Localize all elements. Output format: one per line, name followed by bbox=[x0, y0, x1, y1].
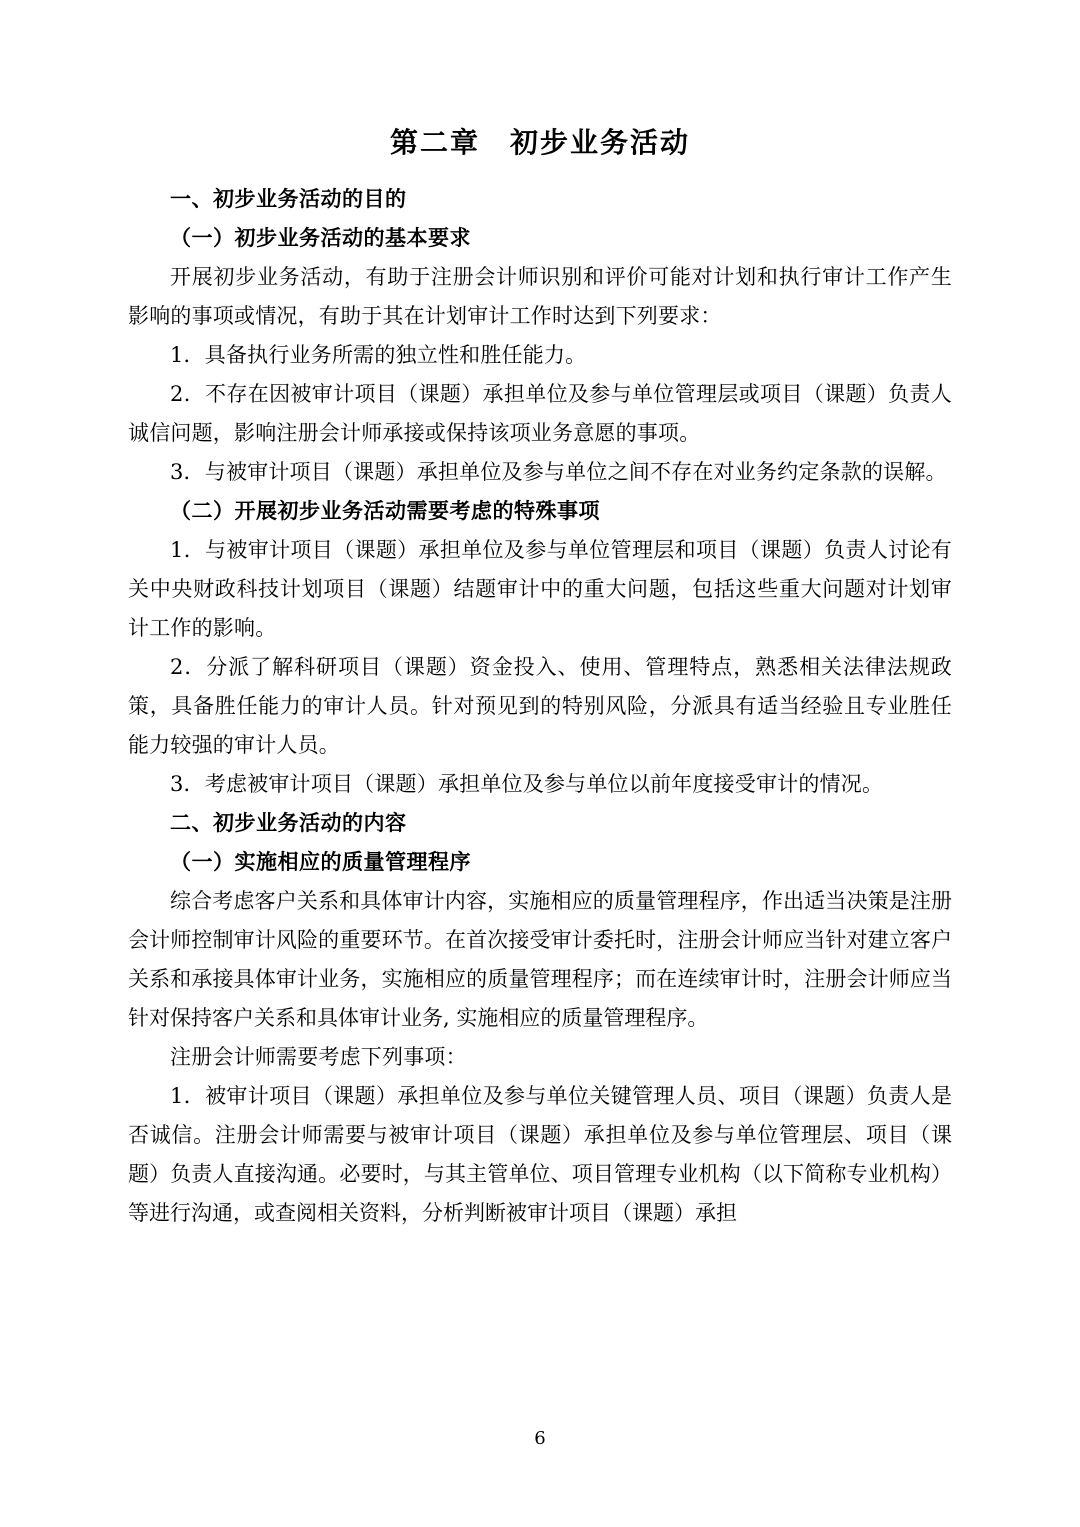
list-item: 2．不存在因被审计项目（课题）承担单位及参与单位管理层或项目（课题）负责人诚信问题，影响注册会计师承接或保持该项业务意愿的事项。 bbox=[128, 381, 952, 445]
list-item: 1．被审计项目（课题）承担单位及参与单位关键管理人员、项目（课题）负责人是否诚信。注册会计师需要与被审计项目（课题）承担单位及参与单位管理层、项目（课题）负责人直接沟通。必要时，与其主管单位、项目管理专业机构（以下简称专业机构）等进行沟通，或查阅相关资料，分析判断被审计项目（课题）承担 bbox=[128, 1084, 952, 1226]
list-item: 2．分派了解科研项目（课题）资金投入、使用、管理特点，熟悉相关法律法规政策，具备胜任能力的审计人员。针对预见到的特别风险，分派具有适当经验且专业胜任能力较强的审计人员。 bbox=[128, 654, 952, 758]
page-number: 6 bbox=[534, 1428, 546, 1449]
list-item: 3．考虑被审计项目（课题）承担单位及参与单位以前年度接受审计的情况。 bbox=[170, 772, 884, 797]
section-heading: 一、初步业务活动的目的 bbox=[170, 186, 407, 211]
list-item: 1．与被审计项目（课题）承担单位及参与单位管理层和项目（课题）负责人讨论有关中央财政科技计划项目（课题）结题审计中的重大问题，包括这些重大问题对计划审计工作的影响。 bbox=[128, 537, 952, 640]
subsection-heading: （一）初步业务活动的基本要求 bbox=[170, 224, 471, 250]
subsection-heading: （一）实施相应的质量管理程序 bbox=[170, 848, 471, 874]
list-item: 3．与被审计项目（课题）承担单位及参与单位之间不存在对业务约定条款的误解。 bbox=[170, 459, 947, 484]
body-paragraph: 综合考虑客户关系和具体审计内容，实施相应的质量管理程序，作出适当决策是注册会计师控制审计风险的重要环节。在首次接受审计委托时，注册会计师应当针对建立客户关系和承接具体审计业务，实施相应的质量管理程序；而在连续审计时，注册会计师应当针对保持客户关系和具体审计业务, 实施相应的质量管理程序。 bbox=[128, 888, 952, 1030]
body-paragraph: 开展初步业务活动，有助于注册会计师识别和评价可能对计划和执行审计工作产生影响的事项或情况，有助于其在计划审计工作时达到下列要求： bbox=[128, 264, 952, 328]
body-paragraph: 注册会计师需要考虑下列事项： bbox=[170, 1045, 467, 1070]
document-body bbox=[128, 180, 952, 1233]
subsection-heading: （二）开展初步业务活动需要考虑的特殊事项 bbox=[170, 497, 600, 523]
section-heading: 二、初步业务活动的内容 bbox=[170, 810, 407, 836]
chapter-title: 第二章 初步业务活动 bbox=[389, 126, 690, 159]
list-item: 1．具备执行业务所需的独立性和胜任能力。 bbox=[170, 342, 587, 367]
